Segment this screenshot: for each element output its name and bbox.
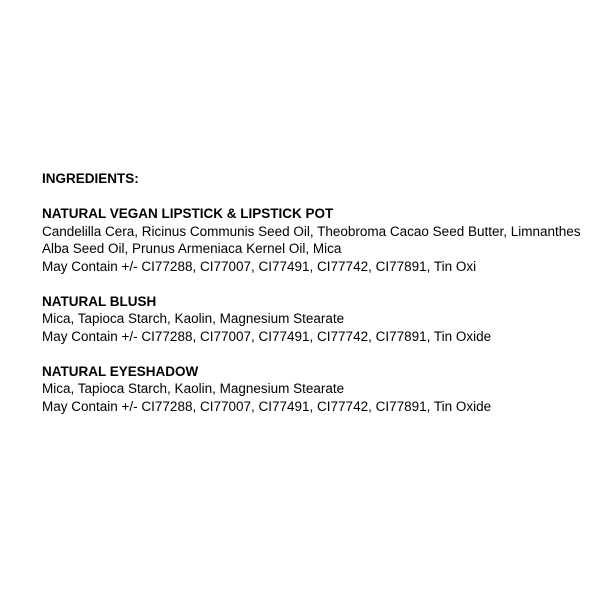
section-heading-eyeshadow: NATURAL EYESHADOW bbox=[42, 363, 199, 379]
ingredient-line: Alba Seed Oil, Prunus Armeniaca Kernel Oil, Mica bbox=[42, 241, 342, 256]
section-blush bbox=[42, 293, 592, 346]
section-heading-blush: NATURAL BLUSH bbox=[42, 293, 157, 309]
ingredient-line: Mica, Tapioca Starch, Kaolin, Magnesium Stearate bbox=[42, 311, 345, 326]
ingredients-title: INGREDIENTS: bbox=[42, 171, 139, 186]
section-eyeshadow bbox=[42, 363, 592, 416]
may-contain-line: May Contain +/- CI77288, CI77007, CI77491, CI77742, CI77891, Tin Oxide bbox=[42, 328, 492, 344]
may-contain-line: May Contain +/- CI77288, CI77007, CI77491, CI77742, CI77891, Tin Oxide bbox=[42, 398, 492, 414]
ingredient-line: Mica, Tapioca Starch, Kaolin, Magnesium Stearate bbox=[42, 381, 345, 396]
may-contain-line: May Contain +/- CI77288, CI77007, CI77491, CI77742, CI77891, Tin Oxi bbox=[42, 258, 477, 274]
ingredients-document bbox=[42, 170, 592, 433]
section-lipstick bbox=[42, 205, 592, 275]
ingredient-line: Candelilla Cera, Ricinus Communis Seed Oil, Theobroma Cacao Seed Butter, Limnanthes bbox=[42, 223, 581, 239]
section-heading-lipstick: NATURAL VEGAN LIPSTICK & LIPSTICK POT bbox=[42, 206, 334, 221]
